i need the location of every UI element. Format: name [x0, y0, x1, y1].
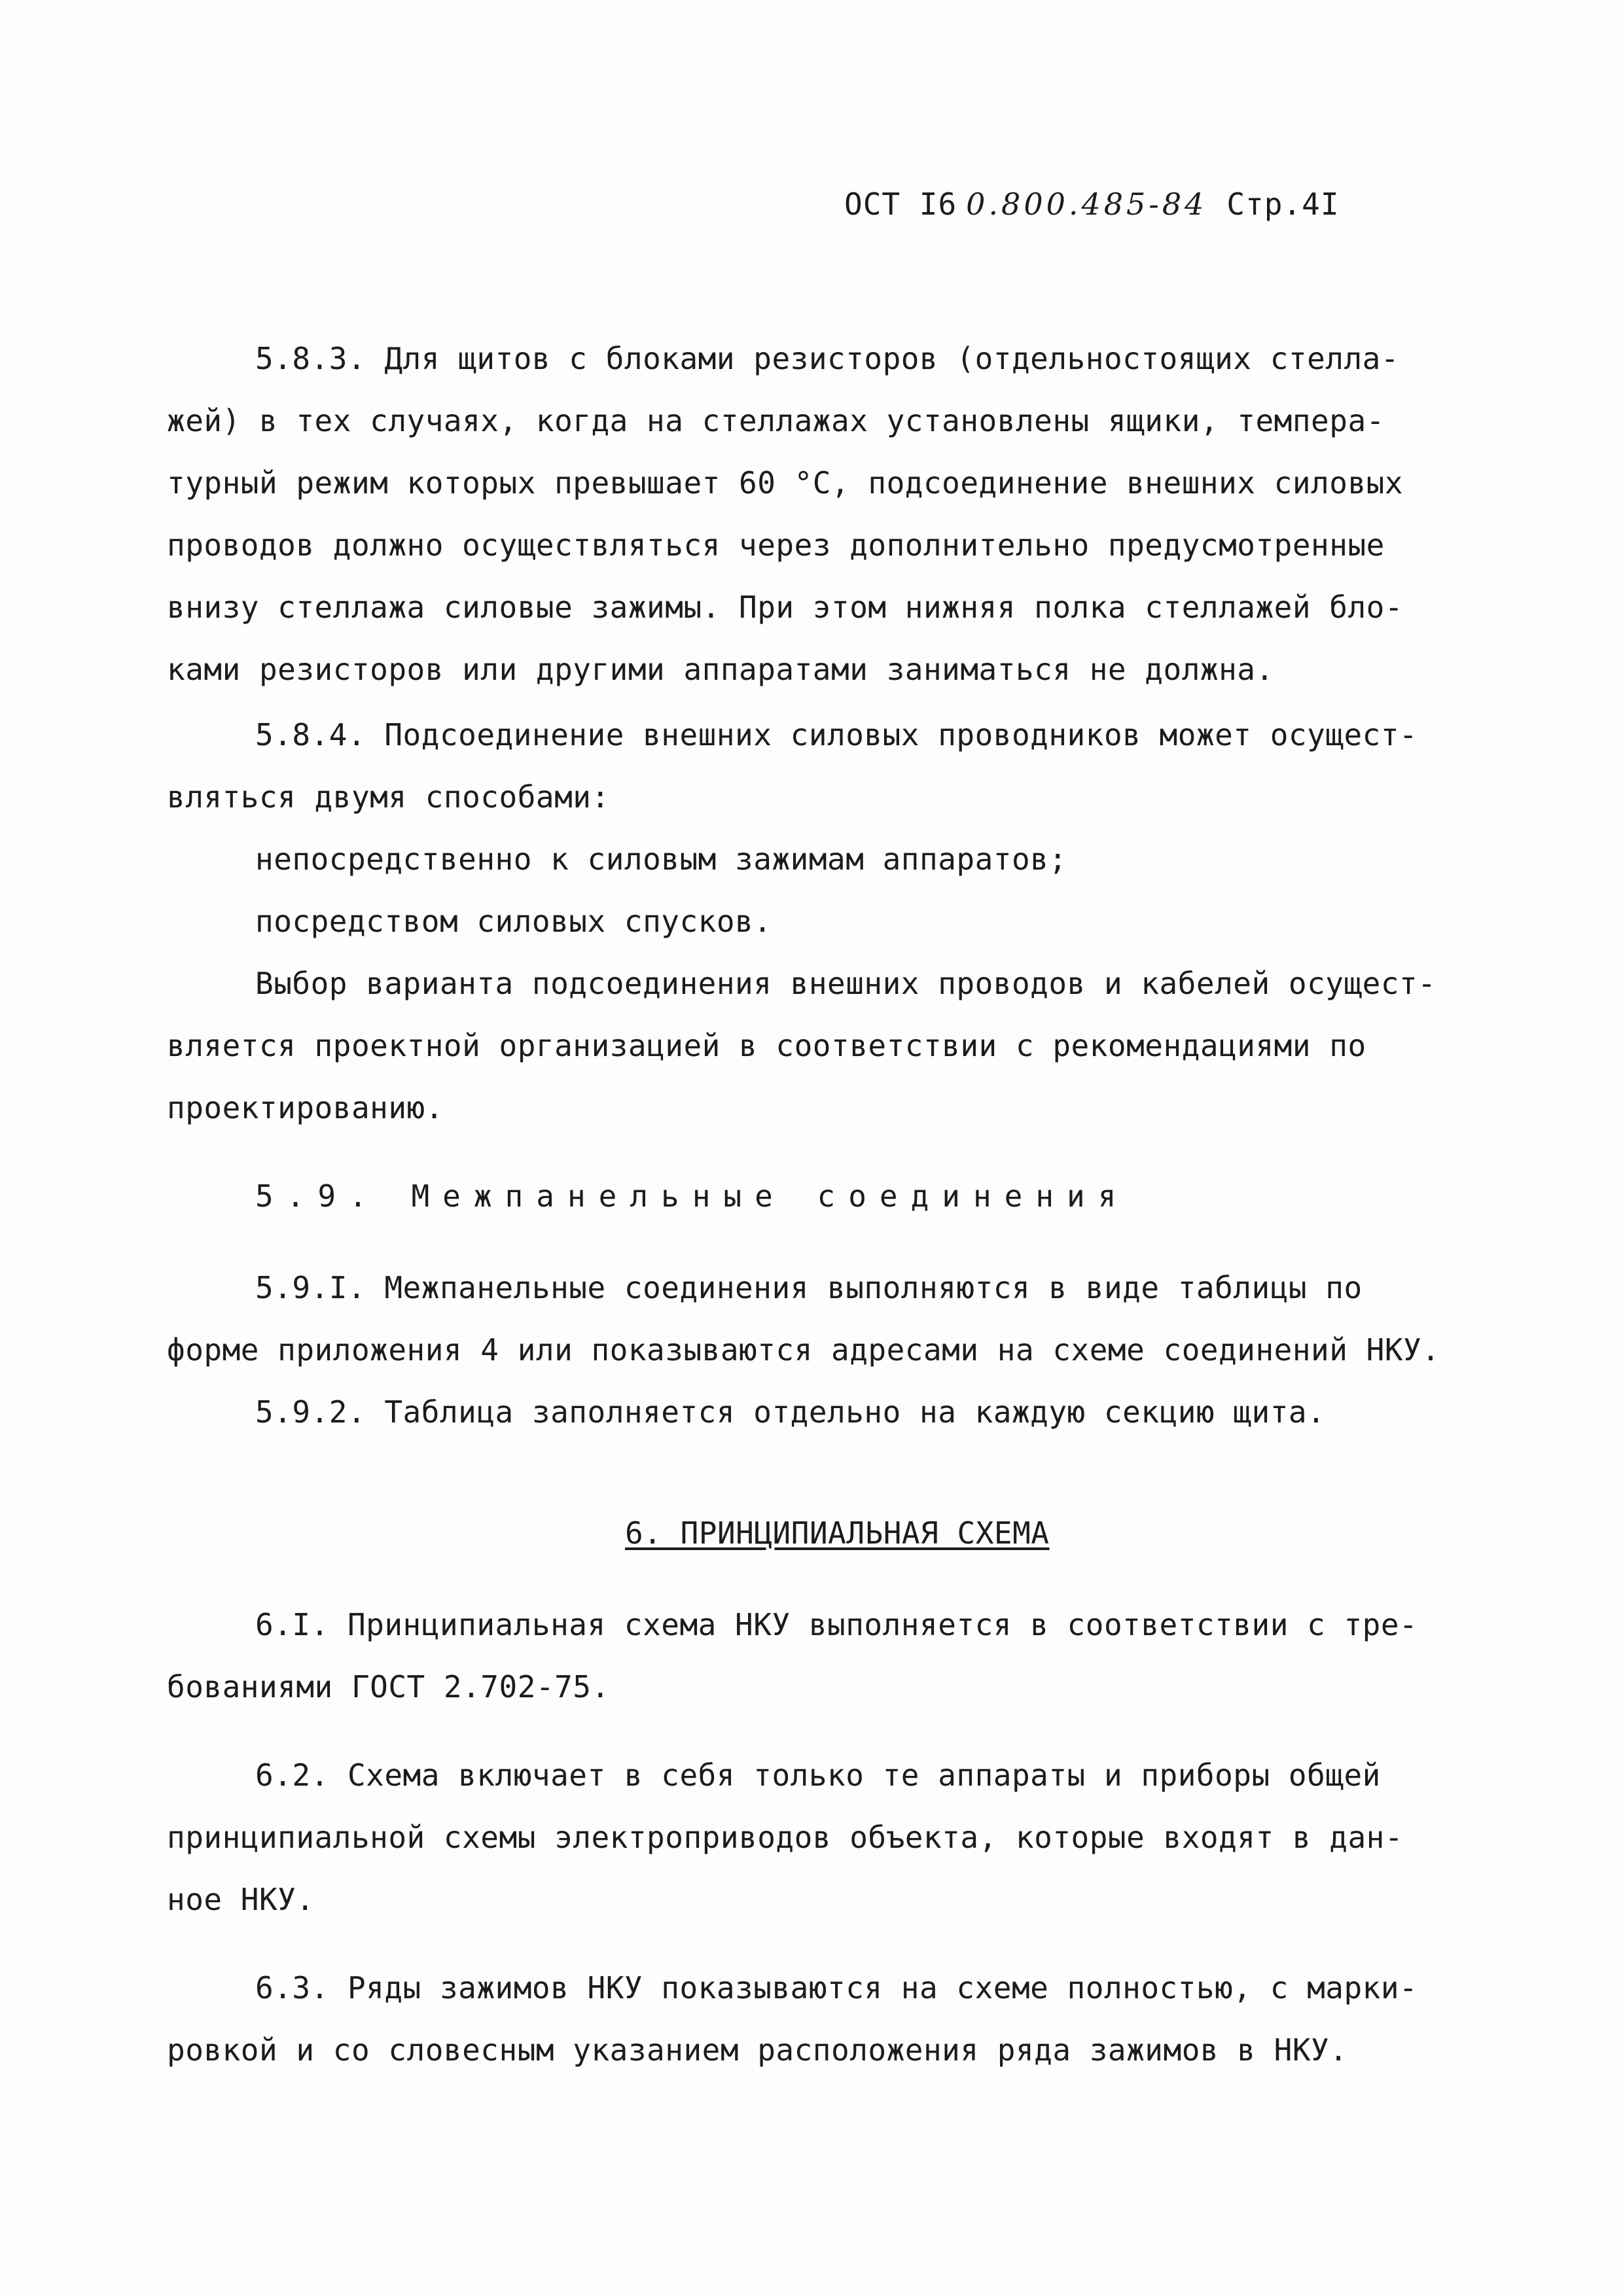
- clause-5-9-2-line: 5.9.2. Таблица заполняется отдельно на каждую секцию щита.: [255, 1394, 1326, 1430]
- clause-6-3-line-2: ровкой и со словесным указанием расположения ряда зажимов в НКУ.: [167, 2032, 1348, 2068]
- page-number: Стр.4I: [1226, 186, 1340, 222]
- section-6-heading: 6. ПРИНЦИПИАЛЬНАЯ СХЕМА: [625, 1515, 1050, 1551]
- clause-5-8-4-line-1: 5.8.4. Подсоединение внешних силовых проводников может осущест-: [255, 717, 1418, 752]
- list-item-terminals: непосредственно к силовым зажимам аппаратов;: [255, 841, 1067, 877]
- clause-5-8-3-line-4: проводов должно осуществляться через дополнительно предусмотренные: [167, 527, 1385, 563]
- paragraph-choice-line-1: Выбор варианта подсоединения внешних проводов и кабелей осущест-: [255, 966, 1436, 1001]
- clause-5-9-1-line-1: 5.9.I. Межпанельные соединения выполняются в виде таблицы по: [255, 1270, 1363, 1305]
- clause-5-8-3-line-1: 5.8.3. Для щитов с блоками резисторов (отдельностоящих стелла-: [255, 341, 1400, 376]
- clause-6-1-line-2: бованиями ГОСТ 2.702-75.: [167, 1669, 610, 1704]
- standard-code: ОСТ I6: [844, 186, 957, 222]
- list-item-drops: посредством силовых спусков.: [255, 904, 772, 939]
- clause-5-8-3-line-3: турный режим которых превышает 60 °С, подсоединение внешних силовых: [167, 465, 1404, 501]
- handwritten-doc-number: 0.800.485-84: [966, 186, 1207, 222]
- paragraph-choice-line-3: проектированию.: [167, 1090, 444, 1125]
- section-5-9-heading: 5.9. Межпанельные соединения: [255, 1178, 1130, 1214]
- clause-6-2-line-1: 6.2. Схема включает в себя только те аппараты и приборы общей: [255, 1757, 1381, 1793]
- clause-6-1-line-1: 6.I. Принципиальная схема НКУ выполняется в соответствии с тре-: [255, 1607, 1418, 1642]
- clause-5-8-3-line-2: жей) в тех случаях, когда на стеллажах установлены ящики, темпера-: [167, 403, 1385, 438]
- clause-5-8-3-line-5: внизу стеллажа силовые зажимы. При этом нижняя полка стеллажей бло-: [167, 590, 1404, 625]
- clause-5-9-1-line-2: форме приложения 4 или показываются адресами на схеме соединений НКУ.: [167, 1332, 1440, 1368]
- clause-5-8-3-line-6: ками резисторов или другими аппаратами заниматься не должна.: [167, 652, 1274, 687]
- clause-6-3-line-1: 6.3. Ряды зажимов НКУ показываются на схеме полностью, с марки-: [255, 1970, 1418, 2005]
- page-header: [844, 186, 1340, 222]
- clause-5-8-4-line-2: вляться двумя способами:: [167, 779, 610, 815]
- clause-6-2-line-3: ное НКУ.: [167, 1882, 315, 1917]
- clause-6-2-line-2: принципиальной схемы электроприводов объекта, которые входят в дан-: [167, 1820, 1404, 1855]
- paragraph-choice-line-2: вляется проектной организацией в соответствии с рекомендациями по: [167, 1028, 1366, 1063]
